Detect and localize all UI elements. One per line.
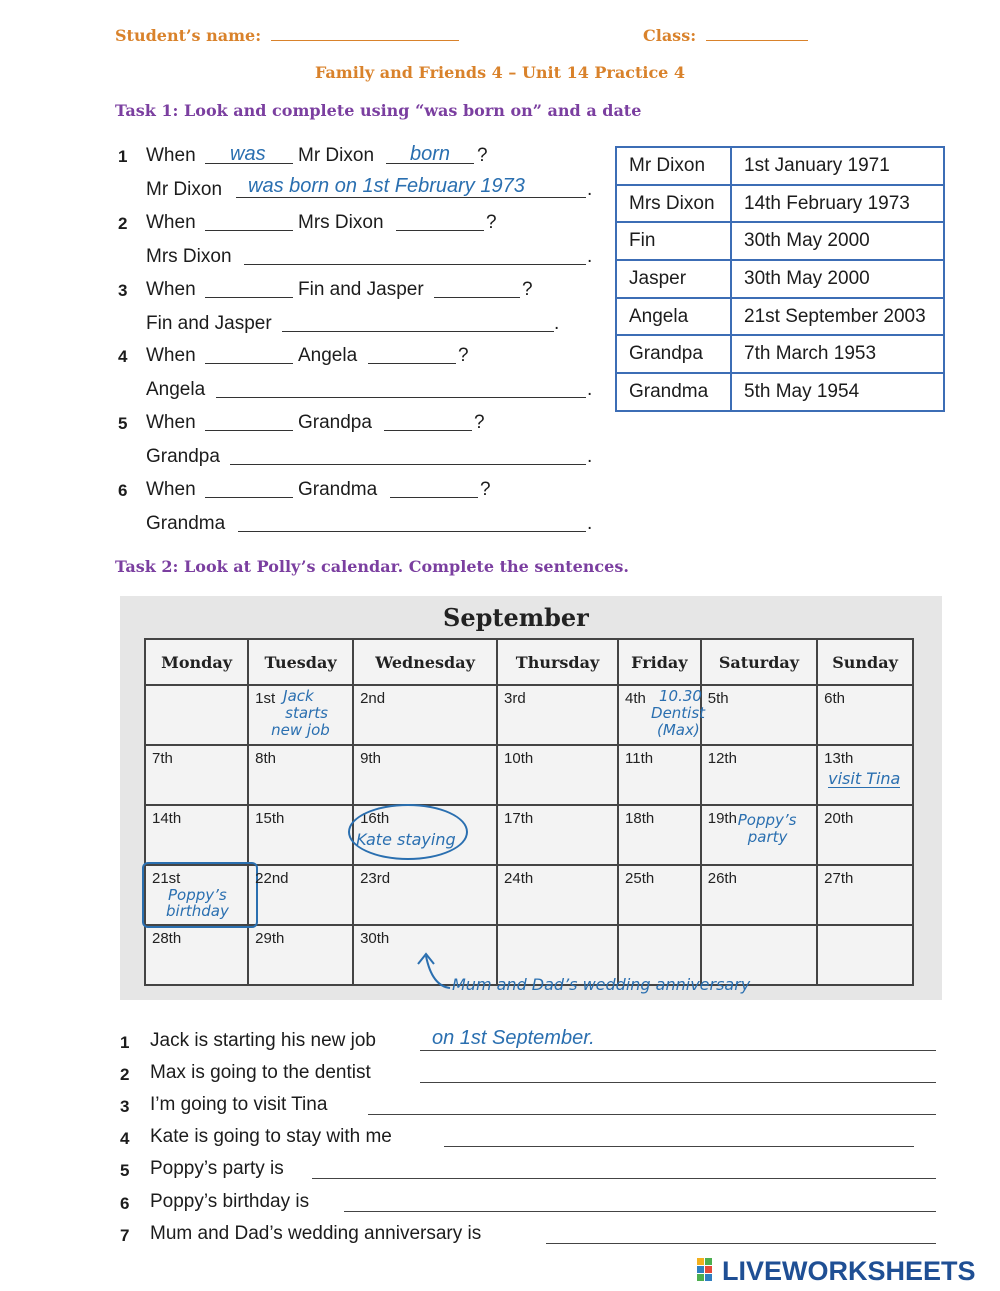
s1-answer: on 1st September. [432, 1027, 595, 1049]
calendar-cell: 20th [817, 805, 913, 865]
s1-text: Jack is starting his new job [150, 1030, 376, 1051]
worksheet-title: Family and Friends 4 – Unit 14 Practice 4 [314, 63, 686, 82]
q6-when: When [146, 479, 196, 500]
s6-text: Poppy’s birthday is [150, 1191, 310, 1212]
birthday-table [615, 146, 945, 412]
q6-number: 6 [118, 481, 128, 500]
q1-blank2-answer: born [410, 143, 451, 165]
calendar-cell: 11th [618, 745, 701, 805]
calendar-cell: 2nd [353, 685, 497, 745]
calendar-cell [817, 925, 913, 985]
q3-number: 3 [118, 281, 128, 300]
q1-qmark: ? [477, 145, 488, 166]
note-kate: Kate staying [356, 830, 456, 849]
calendar-cell [145, 685, 248, 745]
s3-number: 3 [120, 1097, 130, 1116]
liveworksheets-logo-icon [697, 1258, 721, 1282]
note-tina: visit Tina [828, 769, 901, 788]
s2-text: Max is going to the dentist [150, 1062, 371, 1083]
calendar-week [145, 685, 913, 745]
note-dentist-l3: (Max) [657, 721, 700, 739]
q6-blank2[interactable] [390, 497, 478, 498]
calendar-cell: 25th [618, 865, 701, 925]
day-header: Saturday [701, 639, 817, 685]
date-label: 4th [625, 690, 646, 707]
q5-blank2[interactable] [384, 430, 472, 431]
table-date: 14th February 1973 [731, 185, 944, 223]
s4-answer-line[interactable] [444, 1146, 914, 1147]
calendar-cell: 23rd [353, 865, 497, 925]
s7-text: Mum and Dad’s wedding anniversary is [150, 1223, 482, 1244]
note-jack-l2: starts [285, 704, 328, 722]
s5-answer-line[interactable] [312, 1178, 936, 1179]
table-row [616, 373, 944, 411]
student-name-field [115, 26, 459, 45]
s6-number: 6 [120, 1194, 130, 1213]
s3-text: I’m going to visit Tina [150, 1094, 328, 1115]
table-name: Angela [616, 298, 731, 336]
q3-blank2[interactable] [434, 297, 520, 298]
calendar-cell: 17th [497, 805, 618, 865]
calendar-cell: 14th [145, 805, 248, 865]
q6-blank1[interactable] [205, 497, 293, 498]
note-jack-l1: Jack [283, 687, 314, 705]
q5-answer-subject: Grandpa [146, 446, 220, 467]
date-label: 16th [360, 810, 390, 827]
calendar-cell: 5th [701, 685, 817, 745]
calendar-cell [145, 865, 248, 925]
q5-number: 5 [118, 414, 128, 433]
q1-blank1-answer: was [230, 143, 266, 165]
table-row [616, 298, 944, 336]
s3-answer-line[interactable] [368, 1114, 936, 1115]
q1-when: When [146, 145, 196, 166]
q3-when: When [146, 279, 196, 300]
q2-qmark: ? [486, 212, 497, 233]
q2-blank2[interactable] [396, 230, 484, 231]
liveworksheets-brand: LIVEWORKSHEETS [722, 1256, 976, 1286]
table-name: Mr Dixon [616, 147, 731, 185]
calendar-cell: 30th [353, 925, 497, 985]
q5-end: . [587, 446, 593, 467]
s5-text: Poppy’s party is [150, 1158, 284, 1179]
calendar-cell: 24th [497, 865, 618, 925]
q3-end: . [554, 313, 560, 334]
q3-blank1[interactable] [205, 297, 293, 298]
s5-number: 5 [120, 1161, 130, 1180]
note-jack-l3: new job [271, 721, 330, 739]
calendar-cell: 29th [248, 925, 353, 985]
s4-text: Kate is going to stay with me [150, 1126, 392, 1147]
q3-subject: Fin and Jasper [298, 279, 424, 300]
date-label: 1st [255, 690, 276, 707]
day-header: Wednesday [353, 639, 497, 685]
class-label: Class: [643, 26, 697, 45]
q2-number: 2 [118, 214, 128, 233]
note-party-l1: Poppy’s [737, 811, 797, 829]
table-name: Grandma [616, 373, 731, 411]
table-name: Mrs Dixon [616, 185, 731, 223]
date-label: 19th [707, 810, 737, 827]
calendar-cell: 8th [248, 745, 353, 805]
table-name: Grandpa [616, 335, 731, 373]
calendar-cell: 28th [145, 925, 248, 985]
table-name: Jasper [616, 260, 731, 298]
q5-when: When [146, 412, 196, 433]
q4-answer-line[interactable] [216, 397, 586, 398]
s2-answer-line[interactable] [420, 1082, 936, 1083]
table-row [616, 260, 944, 298]
day-header: Friday [618, 639, 701, 685]
student-name-label: Student’s name: [115, 26, 262, 45]
task2-title: Task 2: Look at Polly’s calendar. Complete the sentences. [115, 557, 629, 576]
calendar-header-row [145, 639, 913, 685]
q5-answer-line[interactable] [230, 464, 586, 465]
q6-end: . [587, 513, 593, 534]
q4-answer-subject: Angela [146, 379, 206, 400]
table-date: 21st September 2003 [731, 298, 944, 336]
calendar-cell [817, 745, 913, 805]
q4-end: . [587, 379, 593, 400]
q1-answer: was born on 1st February 1973 [248, 175, 525, 197]
calendar-cell: 15th [248, 805, 353, 865]
q5-blank1[interactable] [205, 430, 293, 431]
q4-qmark: ? [458, 345, 469, 366]
q6-subject: Grandma [298, 479, 378, 500]
student-name-blank[interactable] [271, 27, 459, 41]
s7-answer-line[interactable] [546, 1243, 936, 1244]
q1-subject: Mr Dixon [298, 145, 375, 166]
q2-answer-subject: Mrs Dixon [146, 246, 232, 267]
class-field [643, 26, 808, 45]
note-dentist-l1: 10.30 [659, 687, 702, 705]
s1-number: 1 [120, 1033, 130, 1052]
calendar-cell: 26th [701, 865, 817, 925]
class-blank[interactable] [706, 27, 808, 41]
note-bday-l2: birthday [166, 902, 229, 920]
s1-answer-line[interactable] [420, 1050, 936, 1051]
q5-qmark: ? [474, 412, 485, 433]
q4-when: When [146, 345, 196, 366]
q2-end: . [587, 246, 593, 267]
day-header: Tuesday [248, 639, 353, 685]
s2-number: 2 [120, 1065, 130, 1084]
table-row [616, 222, 944, 260]
table-date: 1st January 1971 [731, 147, 944, 185]
calendar-month: September [443, 603, 589, 632]
calendar-week [145, 865, 913, 925]
q4-subject: Angela [298, 345, 358, 366]
table-row [616, 147, 944, 185]
q4-blank2[interactable] [368, 363, 456, 364]
q6-qmark: ? [480, 479, 491, 500]
table-row [616, 185, 944, 223]
q3-qmark: ? [522, 279, 533, 300]
note-bday-l1: Poppy’s [168, 886, 227, 904]
calendar-cell [701, 805, 817, 865]
calendar-cell [618, 685, 706, 745]
table-name: Fin [616, 222, 731, 260]
q1-end: . [587, 179, 593, 200]
q5-subject: Grandpa [298, 412, 372, 433]
q3-answer-line[interactable] [282, 331, 554, 332]
s4-number: 4 [120, 1129, 130, 1148]
table-date: 5th May 1954 [731, 373, 944, 411]
note-party-l2: party [747, 828, 788, 846]
date-label: 21st [152, 870, 181, 887]
calendar-cell: 12th [701, 745, 817, 805]
q6-answer-line[interactable] [238, 531, 586, 532]
day-header: Monday [145, 639, 248, 685]
calendar-cell [353, 805, 497, 865]
day-header: Sunday [817, 639, 913, 685]
calendar-week [145, 745, 913, 805]
q4-blank1[interactable] [205, 363, 293, 364]
q2-blank1[interactable] [205, 230, 293, 231]
table-row [616, 335, 944, 373]
calendar-cell: 3rd [497, 685, 618, 745]
anniversary-arrow-icon [400, 950, 460, 992]
table-date: 30th May 2000 [731, 222, 944, 260]
calendar-cell [248, 685, 353, 745]
q6-answer-subject: Grandma [146, 513, 226, 534]
calendar-cell: 9th [353, 745, 497, 805]
note-dentist-l2: Dentist [651, 704, 706, 722]
task1-title: Task 1: Look and complete using “was born on” and a date [115, 101, 642, 120]
q2-subject: Mrs Dixon [298, 212, 384, 233]
q1-answer-subject: Mr Dixon [146, 179, 223, 200]
q2-answer-line[interactable] [244, 264, 586, 265]
table-date: 30th May 2000 [731, 260, 944, 298]
calendar-grid [144, 638, 914, 986]
q1-number: 1 [118, 147, 128, 166]
date-label: 13th [824, 750, 854, 767]
calendar-cell: 10th [497, 745, 618, 805]
q2-when: When [146, 212, 196, 233]
table-date: 7th March 1953 [731, 335, 944, 373]
calendar-cell: 7th [145, 745, 248, 805]
calendar-cell: 6th [817, 685, 913, 745]
calendar-cell: 27th [817, 865, 913, 925]
calendar-cell: 22nd [248, 865, 353, 925]
q3-answer-subject: Fin and Jasper [146, 313, 272, 334]
calendar-cell: 18th [618, 805, 701, 865]
note-anniversary: Mum and Dad’s wedding anniversary [452, 975, 751, 994]
s6-answer-line[interactable] [344, 1211, 936, 1212]
calendar-week [145, 805, 913, 865]
s7-number: 7 [120, 1226, 130, 1245]
q4-number: 4 [118, 347, 128, 366]
day-header: Thursday [497, 639, 618, 685]
